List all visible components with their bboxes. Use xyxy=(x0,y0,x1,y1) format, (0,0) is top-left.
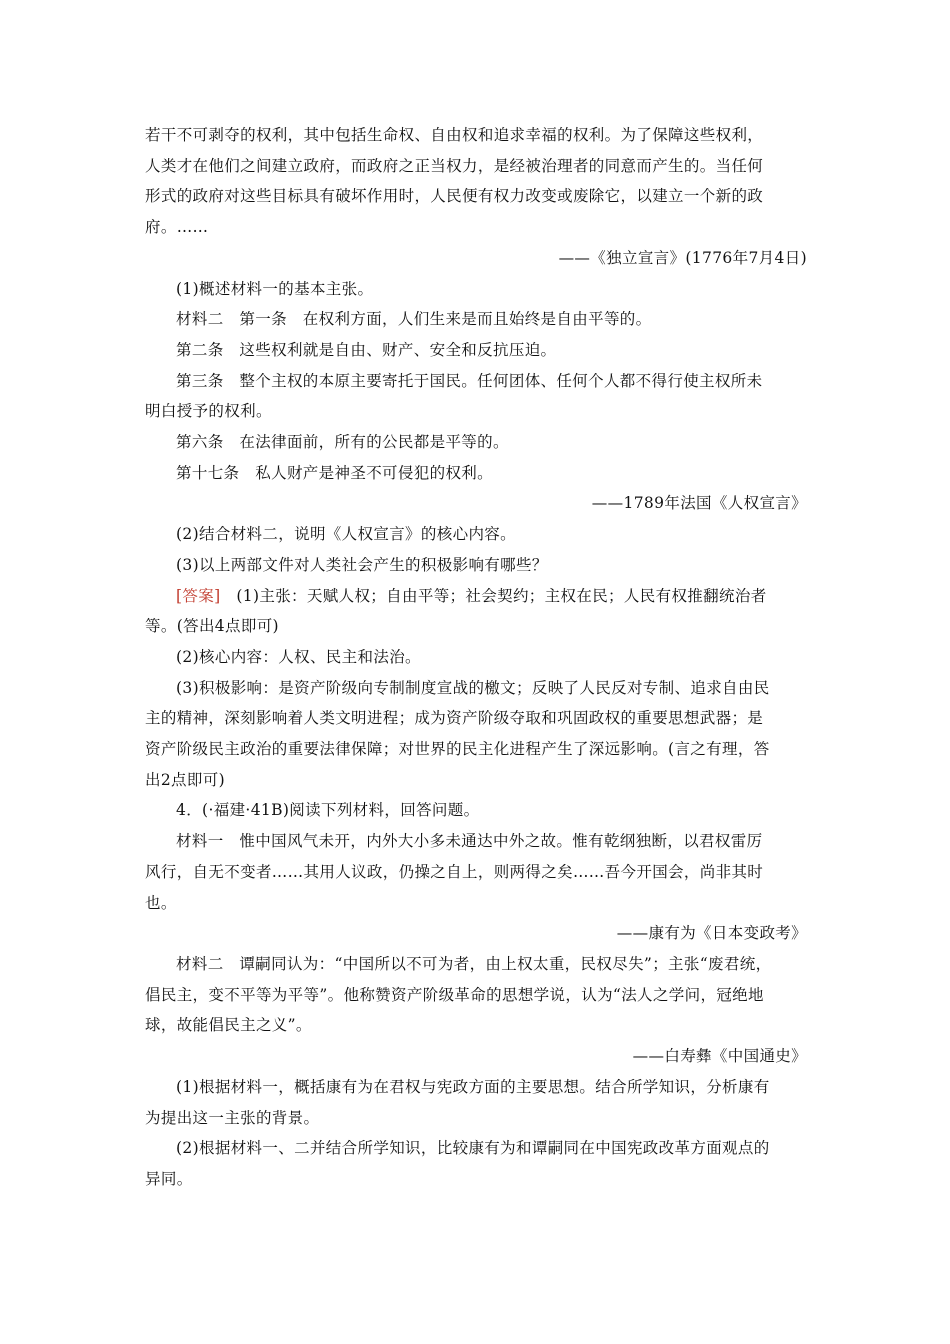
text-line: 府。…… xyxy=(145,218,209,237)
text-line: 第十七条 私人财产是神圣不可侵犯的权利。 xyxy=(176,463,494,482)
question-heading: 4．(·福建·41B)阅读下列材料，回答问题。 xyxy=(176,801,480,820)
source-citation: ——康有为《日本变政考》 xyxy=(616,924,807,943)
question-line: (1)根据材料一，概括康有为在君权与宪政方面的主要思想。结合所学知识，分析康有 xyxy=(176,1077,770,1096)
text-line: 风行，自无不变者……其用人议政，仍操之自上，则两得之矣……吾今开国会，尚非其时 xyxy=(145,862,764,881)
question-line: (2)根据材料一、二并结合所学知识，比较康有为和谭嗣同在中国宪政改革方面观点的 xyxy=(176,1139,770,1158)
answer-text: (1)主张：天赋人权；自由平等；社会契约；主权在民；人民有权推翻统治者 xyxy=(220,586,767,605)
text-line: 第六条 在法律面前，所有的公民都是平等的。 xyxy=(176,433,509,452)
question-line: (2)结合材料二，说明《人权宣言》的核心内容。 xyxy=(176,525,517,544)
text-line: 第二条 这些权利就是自由、财产、安全和反抗压迫。 xyxy=(176,340,557,359)
text-line: 倡民主，变不平等为平等”。他称赞资产阶级革命的思想学说，认为“法人之学问，冠绝地 xyxy=(145,985,764,1004)
text-line: 资产阶级民主政治的重要法律保障；对世界的民主化进程产生了深远影响。(言之有理，答 xyxy=(145,740,770,759)
text-line: 材料二 谭嗣同认为：“中国所以不可为者，由上权太重，民权尽失”；主张“废君统， xyxy=(176,954,772,973)
text-line: 明白授予的权利。 xyxy=(145,402,272,421)
text-line: 主的精神，深刻影响着人类文明进程；成为资产阶级夺取和巩固政权的重要思想武器；是 xyxy=(145,709,764,728)
answer-line: (2)核心内容：人权、民主和法治。 xyxy=(176,647,421,666)
answer-line xyxy=(145,581,807,612)
question-line: (3)以上两部文件对人类社会产生的积极影响有哪些？ xyxy=(176,555,548,574)
source-citation: ——白寿彝《中国通史》 xyxy=(632,1047,807,1066)
answer-tag: [答案] xyxy=(176,586,221,605)
text-line: 出2点即可) xyxy=(145,770,226,789)
answer-line: (3)积极影响：是资产阶级向专制制度宣战的檄文；反映了人民反对专制、追求自由民 xyxy=(176,678,770,697)
text-line: 等。(答出4点即可) xyxy=(145,617,279,636)
text-line: 球，故能倡民主之义”。 xyxy=(145,1016,312,1035)
text-line: 材料二 第一条 在权利方面，人们生来是而且始终是自由平等的。 xyxy=(176,310,652,329)
text-line: 材料一 惟中国风气未开，内外大小多未通达中外之故。惟有乾纲独断，以君权雷厉 xyxy=(176,832,763,851)
text-line: 人类才在他们之间建立政府，而政府之正当权力，是经被治理者的同意而产生的。当任何 xyxy=(145,156,764,175)
source-citation: ——1789年法国《人权宣言》 xyxy=(591,494,807,513)
text-line: 异同。 xyxy=(145,1169,193,1188)
question-line: (1)概述材料一的基本主张。 xyxy=(176,279,374,298)
text-line: 为提出这一主张的背景。 xyxy=(145,1108,320,1127)
text-line: 若干不可剥夺的权利，其中包括生命权、自由权和追求幸福的权利。为了保障这些权利， xyxy=(145,126,764,144)
text-line: 也。 xyxy=(145,893,177,912)
source-citation: ——《独立宣言》(1776年7月4日) xyxy=(558,248,807,267)
text-line: 第三条 整个主权的本原主要寄托于国民。任何团体、任何个人都不得行使主权所未 xyxy=(176,371,763,390)
document-page xyxy=(145,120,807,1195)
text-line: 形式的政府对这些目标具有破坏作用时，人民便有权力改变或废除它，以建立一个新的政 xyxy=(145,187,764,206)
